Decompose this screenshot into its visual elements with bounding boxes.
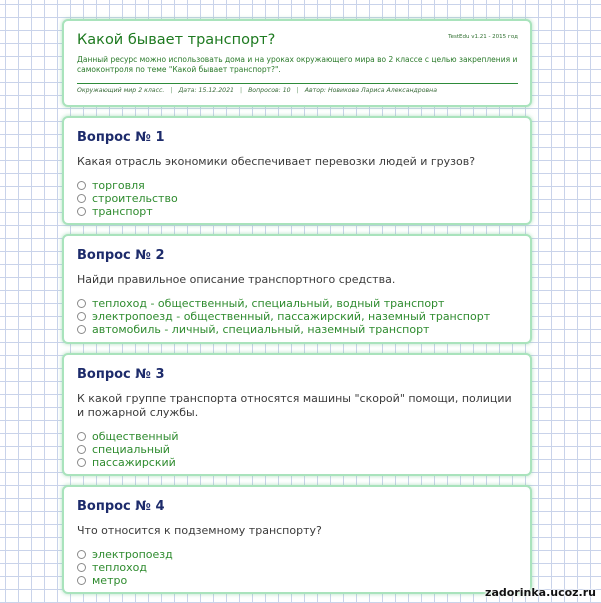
answer-option[interactable] [77,205,518,218]
radio-button[interactable] [77,312,86,321]
answer-options [77,297,518,336]
question-card-3 [62,353,532,476]
answer-label[interactable]: специальный [92,443,170,456]
answer-option[interactable] [77,574,518,587]
radio-button[interactable] [77,550,86,559]
answer-label[interactable]: транспорт [92,205,153,218]
answer-options [77,179,518,218]
site-watermark: zadorinka.ucoz.ru [485,586,596,599]
radio-button[interactable] [77,458,86,467]
answer-label[interactable]: автомобиль - личный, специальный, наземный транспорт [92,323,430,336]
question-title: Вопрос № 2 [77,248,165,263]
question-text: Найди правильное описание транспортного средства. [77,273,396,286]
answer-option[interactable] [77,548,518,561]
answer-label[interactable]: пассажирский [92,456,176,469]
question-text: Что относится к подземному транспорту? [77,524,322,537]
radio-button[interactable] [77,432,86,441]
answer-options [77,430,518,469]
answer-option[interactable] [77,310,518,323]
meta-author: Автор: Новикова Лариса Александровна [304,87,438,94]
page-title: Какой бывает транспорт? [77,32,276,48]
question-text: К какой группе транспорта относятся машины "скорой" помощи, полиции и пожарной службы. [77,392,512,419]
question-title: Вопрос № 3 [77,367,165,382]
radio-button[interactable] [77,194,86,203]
question-card-1 [62,116,532,225]
radio-button[interactable] [77,325,86,334]
answer-option[interactable] [77,297,518,310]
meta-separator: | [296,87,299,94]
answer-label[interactable]: электропоезд - общественный, пассажирский, наземный транспорт [92,310,491,323]
answer-label[interactable]: теплоход [92,561,147,574]
answer-option[interactable] [77,456,518,469]
answer-label[interactable]: метро [92,574,128,587]
radio-button[interactable] [77,563,86,572]
answer-option[interactable] [77,443,518,456]
answer-label[interactable]: строительство [92,192,178,205]
meta-separator: | [239,87,243,94]
description: Данный ресурс можно использовать дома и на уроках окружающего мира во 2 классе с целью закрепления и самоконтроля по теме "Какой бывает транспорт?". [77,55,518,74]
meta-separator: | [170,87,173,94]
meta-line [77,87,518,94]
meta-subject: Окружающий мир 2 класс. [77,87,165,94]
answer-label[interactable]: электропоезд [92,548,173,561]
radio-button[interactable] [77,576,86,585]
radio-button[interactable] [77,299,86,308]
radio-button[interactable] [77,207,86,216]
answer-label[interactable]: теплоход - общественный, специальный, водный транспорт [92,297,445,310]
radio-button[interactable] [77,445,86,454]
radio-button[interactable] [77,181,86,190]
question-title: Вопрос № 4 [77,499,165,514]
question-card-4 [62,485,532,594]
answer-option[interactable] [77,179,518,192]
answer-option[interactable] [77,430,518,443]
answer-label[interactable]: торговля [92,179,145,192]
version-label: TestEdu v1.21 - 2015 год [448,34,518,40]
question-title: Вопрос № 1 [77,130,165,145]
answer-option[interactable] [77,561,518,574]
answer-label[interactable]: общественный [92,430,179,443]
meta-count: Вопросов: 10 [248,87,291,94]
answer-option[interactable] [77,192,518,205]
header-card [62,19,532,107]
question-card-2 [62,234,532,344]
question-text: Какая отрасль экономики обеспечивает перевозки людей и грузов? [77,155,476,168]
answer-option[interactable] [77,323,518,336]
divider [77,83,518,84]
meta-date: Дата: 15.12.2021 [178,87,234,94]
test-container [62,19,532,603]
answer-options [77,548,518,587]
